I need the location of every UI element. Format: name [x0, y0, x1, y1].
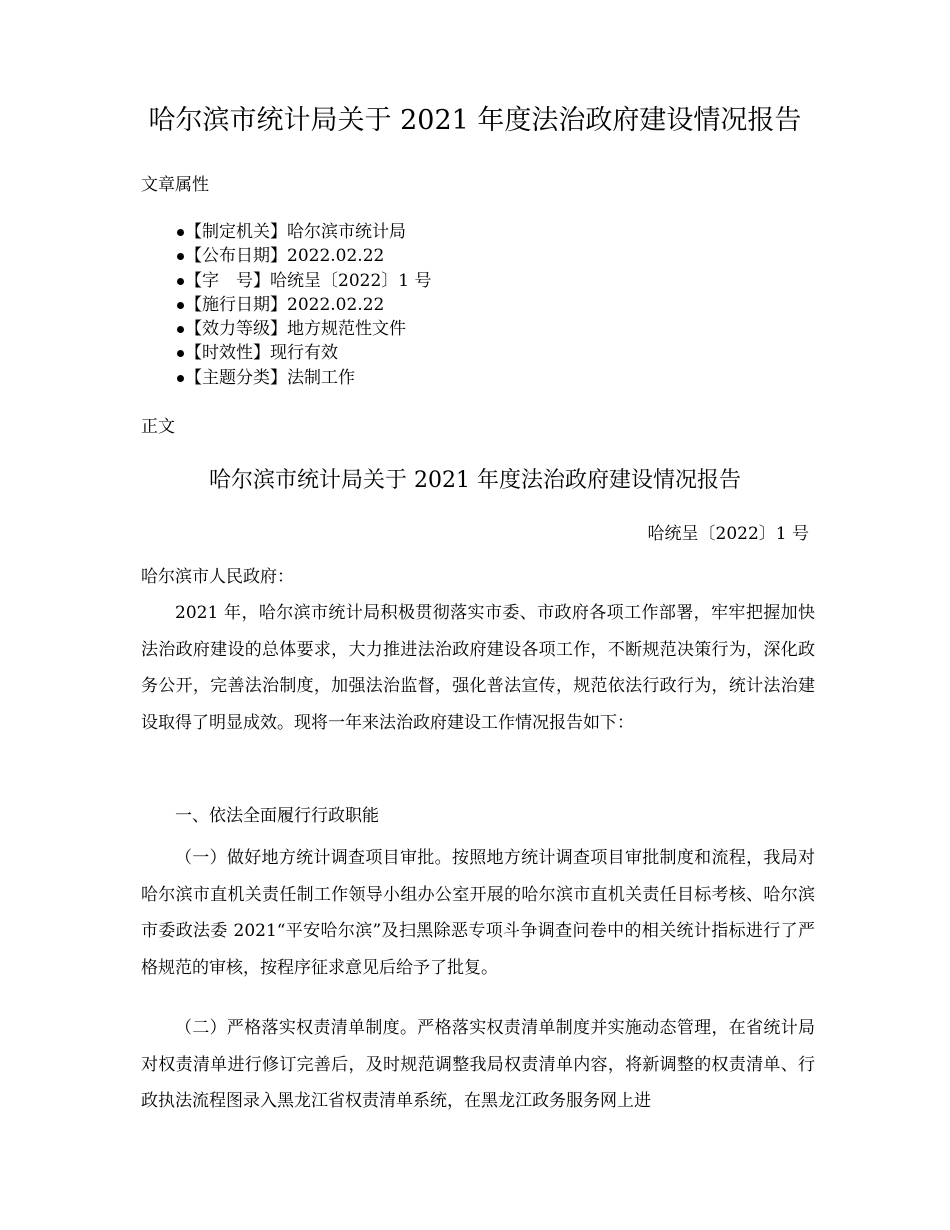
bullet-icon	[177, 253, 184, 260]
attribute-text: 【公布日期】2022.02.22	[185, 246, 385, 267]
attribute-text: 【施行日期】2022.02.22	[185, 294, 385, 315]
attribute-text: 【字 号】哈统呈〔2022〕1 号	[185, 270, 432, 291]
attribute-text: 【制定机关】哈尔滨市统计局	[185, 222, 406, 242]
attribute-topic	[141, 366, 431, 390]
document-title: 哈尔滨市统计局关于 2021 年度法治政府建设情况报告	[148, 105, 802, 136]
bullet-icon	[177, 302, 184, 309]
attribute-text: 【效力等级】地方规范性文件	[185, 319, 406, 340]
attribute-issuing-authority	[141, 220, 431, 244]
section-heading-1: 一、依法全面履行行政职能	[175, 806, 379, 826]
attributes-list	[141, 220, 431, 390]
document-number: 哈统呈〔2022〕1 号	[647, 524, 809, 544]
recipient: 哈尔滨市人民政府：	[141, 567, 294, 587]
attribute-validity	[141, 341, 431, 365]
body-title: 哈尔滨市统计局关于 2021 年度法治政府建设情况报告	[209, 468, 741, 493]
attribute-effective-date	[141, 293, 431, 317]
intro-paragraph: 2021 年，哈尔滨市统计局积极贯彻落实市委、市政府各项工作部署，牢牢把握加快法治政府建设的总体要求，大力推进法治政府建设各项工作，不断规范决策行为，深化政务公开，完善法治制度，加强法治监督，强化普法宣传，规范依法行政行为，统计法治建设取得了明显成效。现将一年来法治政府建设工作情况报告如下：	[141, 603, 815, 733]
paragraph-2: （二）严格落实权责清单制度。严格落实权责清单制度并实施动态管理，在省统计局对权责清单进行修订完善后，及时规范调整我局权责清单内容，将新调整的权责清单、行政执法流程图录入黑龙江省权责清单系统，在黑龙江政务服务网上进	[141, 1018, 815, 1112]
bullet-icon	[177, 375, 184, 382]
attribute-doc-number	[141, 269, 431, 293]
bullet-icon	[177, 350, 184, 357]
attribute-text: 【主题分类】法制工作	[185, 367, 355, 388]
bullet-icon	[177, 229, 184, 236]
attribute-publish-date	[141, 244, 431, 268]
paragraph-1: （一）做好地方统计调查项目审批。按照地方统计调查项目审批制度和流程，我局对哈尔滨市直机关责任制工作领导小组办公室开展的哈尔滨市直机关责任目标考核、哈尔滨市委政法委 2021“平安哈尔滨”及扫黑除恶专项斗争调查问卷中的相关统计指标进行了严格规范的审核，按程序征求意见后给予了批复。	[141, 848, 815, 978]
body-heading: 正文	[141, 417, 175, 437]
bullet-icon	[177, 278, 184, 285]
attribute-legal-level	[141, 317, 431, 341]
attributes-heading: 文章属性	[141, 175, 209, 195]
bullet-icon	[177, 326, 184, 333]
attribute-text: 【时效性】现行有效	[185, 343, 338, 364]
